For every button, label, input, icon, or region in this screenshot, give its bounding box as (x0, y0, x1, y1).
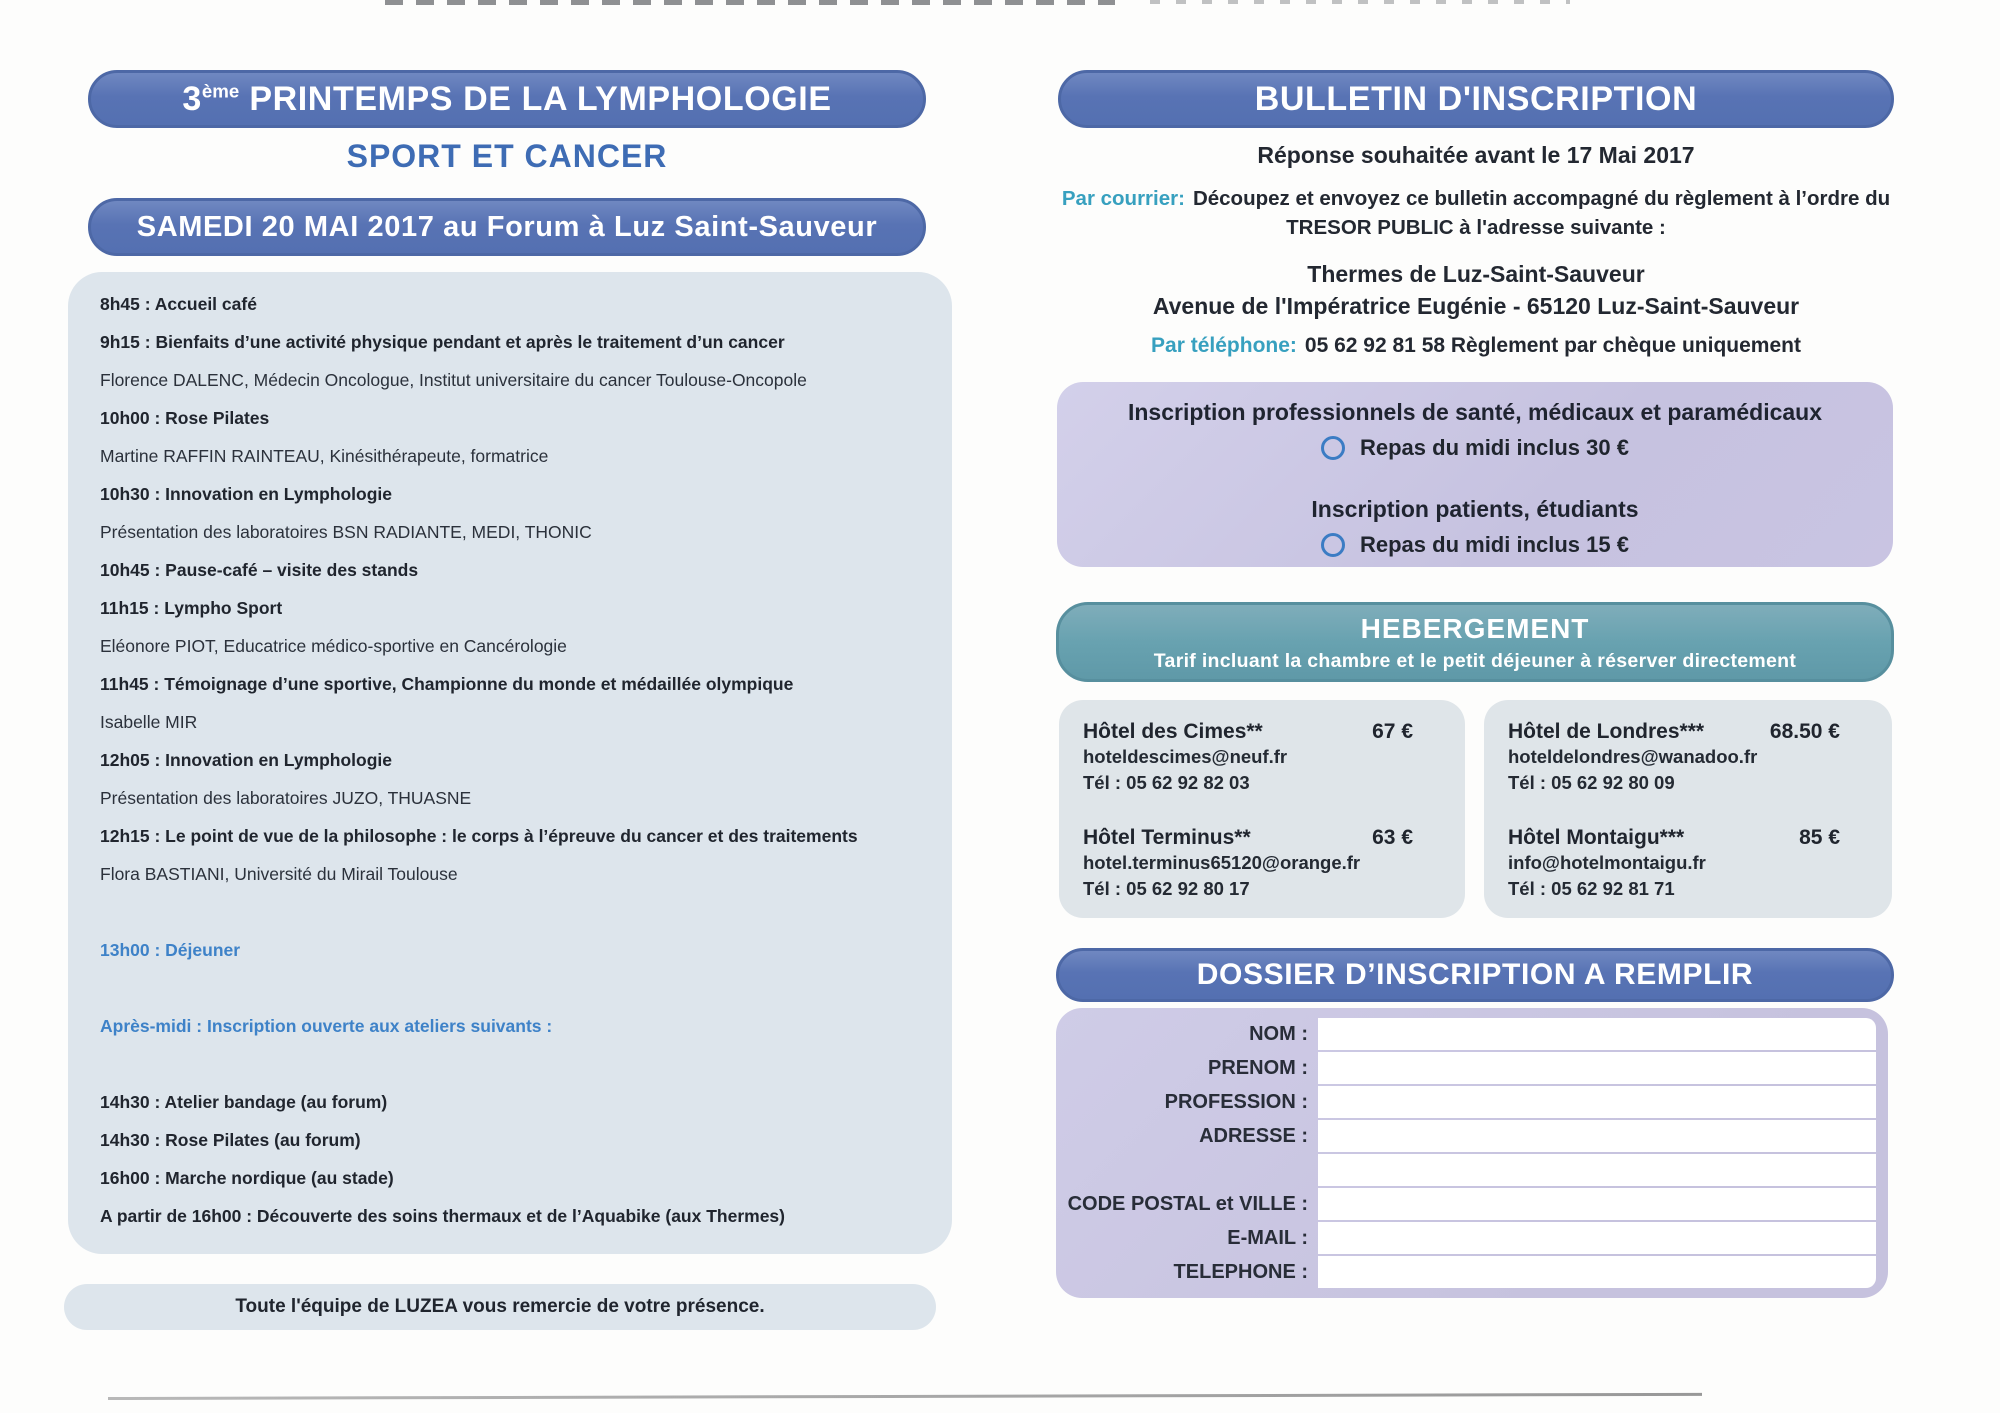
program-item: 10h00 : Rose Pilates (100, 408, 270, 428)
registration-patients-option (1057, 532, 1893, 558)
hotel-name: Hôtel Montaigu*** (1508, 826, 1685, 849)
adresse-field-line1[interactable] (1318, 1120, 1876, 1152)
program-speaker: Flora BASTIANI, Université du Mirail Toulouse (100, 864, 458, 884)
form-label-email: E-MAIL : (1227, 1227, 1308, 1249)
hotel-phone: Tél : 05 62 92 82 03 (1083, 772, 1250, 793)
form-row (1056, 1018, 1876, 1050)
profession-field[interactable] (1318, 1086, 1876, 1118)
venue-address: Avenue de l'Impératrice Eugénie - 65120 Luz-Saint-Sauveur (1152, 293, 1800, 319)
hotel-price: 85 € (1799, 826, 1840, 849)
form-label-code-postal: CODE POSTAL et VILLE : (1067, 1193, 1308, 1215)
bulletin-banner (1058, 70, 1894, 128)
form-row (1056, 1086, 1876, 1118)
form-label-nom: NOM : (1249, 1023, 1308, 1045)
event-subtitle: SPORT ET CANCER (346, 138, 668, 174)
program-speaker: Eléonore PIOT, Educatrice médico-sportive en Cancérologie (100, 636, 567, 656)
hotel-panel-left (1059, 700, 1465, 918)
event-date-banner (88, 198, 926, 256)
hebergement-banner (1056, 602, 1894, 682)
nom-field[interactable] (1318, 1018, 1876, 1050)
registration-options-panel (1057, 382, 1893, 567)
form-row (1056, 1256, 1876, 1288)
hotel-phone: Tél : 05 62 92 81 71 (1508, 878, 1675, 899)
dossier-title: DOSSIER D’INSCRIPTION A REMPLIR (1196, 958, 1754, 991)
mail-label: Par courrier: (1061, 187, 1185, 210)
hotel-email: hoteldescimes@neuf.fr (1083, 746, 1288, 767)
adresse-field-line2[interactable] (1318, 1154, 1876, 1186)
scan-artifact-top-right (1150, 0, 1570, 4)
hotel-email: hotel.terminus65120@orange.fr (1083, 852, 1361, 873)
scan-edge-line (108, 1393, 1702, 1400)
event-date: SAMEDI 20 MAI 2017 au Forum à Luz Saint-Sauveur (136, 210, 878, 243)
repas-30-radio[interactable] (1321, 436, 1345, 460)
hotel-name: Hôtel Terminus** (1083, 826, 1251, 849)
thanks-bar (64, 1284, 936, 1330)
hotel-email: hoteldelondres@wanadoo.fr (1508, 746, 1758, 767)
hotel-email: info@hotelmontaigu.fr (1508, 852, 1706, 873)
hotel-phone: Tél : 05 62 92 80 09 (1508, 772, 1675, 793)
registration-form-panel (1056, 1008, 1888, 1298)
registration-pro-title: Inscription professionnels de santé, médicaux et paramédicaux (1127, 399, 1823, 425)
form-label-telephone: TELEPHONE : (1173, 1261, 1308, 1283)
program-item: 12h15 : Le point de vue de la philosophe : le corps à l’épreuve du cancer et des traitements (100, 826, 858, 846)
form-row (1056, 1188, 1876, 1220)
email-field[interactable] (1318, 1222, 1876, 1254)
program-item-lunch: 13h00 : Déjeuner (100, 940, 241, 960)
program-speaker: Martine RAFFIN RAINTEAU, Kinésithérapeute, formatrice (100, 446, 549, 466)
program-item: 10h30 : Innovation en Lymphologie (100, 484, 393, 504)
mail-text: Découpez et envoyez ce bulletin accompagné du règlement à l’ordre du TRESOR PUBLIC à l'adresse suivante : (1192, 187, 1891, 239)
hotel-card (1508, 826, 1892, 902)
form-row (1056, 1052, 1876, 1084)
program-speaker: Isabelle MIR (100, 712, 198, 732)
ordinal-suffix: ème (201, 80, 240, 102)
program-speaker: Présentation des laboratoires BSN RADIANTE, MEDI, THONIC (100, 522, 592, 542)
hotel-card (1508, 720, 1892, 796)
thanks-text: Toute l'équipe de LUZEA vous remercie de votre présence. (235, 1296, 765, 1317)
registration-pro-option (1057, 435, 1893, 461)
mail-instructions (1030, 184, 1922, 242)
phone-instructions (1058, 334, 1894, 358)
dossier-banner (1056, 948, 1894, 1002)
program-item: 14h30 : Atelier bandage (au forum) (100, 1092, 388, 1112)
phone-label: Par téléphone: (1151, 334, 1297, 357)
program-schedule-panel (68, 272, 952, 1254)
venue-address-block (1058, 258, 1894, 322)
repas-15-label: Repas du midi inclus 15 € (1360, 532, 1629, 557)
program-speaker: Florence DALENC, Médecin Oncologue, Institut universitaire du cancer Toulouse-Oncopole (100, 370, 807, 390)
prenom-field[interactable] (1318, 1052, 1876, 1084)
hotel-price: 68.50 € (1769, 720, 1840, 743)
hebergement-subtitle: Tarif incluant la chambre et le petit déjeuner à réserver directement (1153, 649, 1797, 672)
hotel-price: 67 € (1372, 720, 1413, 743)
form-label-profession: PROFESSION : (1164, 1091, 1308, 1113)
form-row (1056, 1154, 1876, 1186)
form-row (1056, 1120, 1876, 1152)
telephone-field[interactable] (1318, 1256, 1876, 1288)
hotel-phone: Tél : 05 62 92 80 17 (1083, 878, 1250, 899)
response-deadline: Réponse souhaitée avant le 17 Mai 2017 (1257, 142, 1695, 168)
program-item: 11h15 : Lympho Sport (100, 598, 283, 618)
program-item: 10h45 : Pause-café – visite des stands (100, 560, 419, 580)
venue-name: Thermes de Luz-Saint-Sauveur (1307, 261, 1645, 287)
program-item: 8h45 : Accueil café (100, 294, 257, 314)
event-title-banner (88, 70, 926, 128)
hotel-card (1083, 720, 1465, 796)
bulletin-title: BULLETIN D'INSCRIPTION (1254, 79, 1698, 118)
registration-patients-title: Inscription patients, étudiants (1311, 496, 1639, 522)
program-item: 16h00 : Marche nordique (au stade) (100, 1168, 394, 1188)
program-item: 14h30 : Rose Pilates (au forum) (100, 1130, 361, 1150)
repas-15-radio[interactable] (1321, 533, 1345, 557)
hotel-panel-right (1484, 700, 1892, 918)
form-row (1056, 1222, 1876, 1254)
form-label-adresse: ADRESSE : (1199, 1125, 1308, 1147)
hotel-name: Hôtel des Cimes** (1083, 720, 1263, 743)
form-label-prenom: PRENOM : (1208, 1057, 1308, 1079)
hebergement-title: HEBERGEMENT (1360, 612, 1590, 644)
scan-artifact-top (385, 0, 1115, 5)
program-item: 11h45 : Témoignage d’une sportive, Championne du monde et médaillée olympique (100, 674, 794, 694)
form-label-blank (1056, 1154, 1318, 1186)
program-item: 12h05 : Innovation en Lymphologie (100, 750, 393, 770)
event-title: 3ème PRINTEMPS DE LA LYMPHOLOGIE (182, 79, 832, 118)
hotel-price: 63 € (1372, 826, 1413, 849)
phone-text: 05 62 92 81 58 Règlement par chèque uniquement (1304, 334, 1801, 357)
program-item-afternoon: Après-midi : Inscription ouverte aux ateliers suivants : (100, 1016, 553, 1036)
code-postal-ville-field[interactable] (1318, 1188, 1876, 1220)
program-speaker: Présentation des laboratoires JUZO, THUASNE (100, 788, 472, 808)
hotel-name: Hôtel de Londres*** (1508, 720, 1705, 743)
program-item: 9h15 : Bienfaits d’une activité physique pendant et après le traitement d’un cancer (100, 332, 785, 352)
program-item: A partir de 16h00 : Découverte des soins thermaux et de l’Aquabike (aux Thermes) (100, 1206, 785, 1226)
hotel-card (1083, 826, 1465, 902)
repas-30-label: Repas du midi inclus 30 € (1360, 435, 1629, 460)
